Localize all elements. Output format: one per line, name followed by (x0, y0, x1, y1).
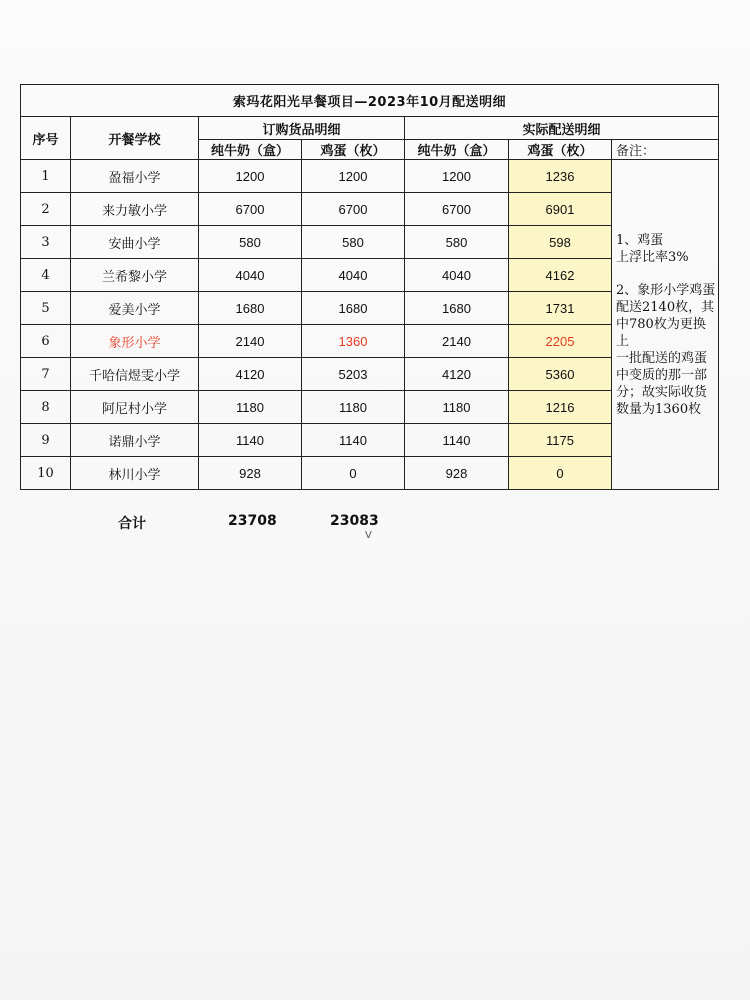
note-2-line: 数量为1360枚 (616, 401, 702, 417)
row-actual-egg: 0 (509, 457, 612, 490)
note-2-line: 分；故实际收货 (616, 384, 708, 400)
row-school: 爱美小学 (71, 292, 199, 325)
row-actual-milk: 580 (405, 226, 509, 259)
note-2-line: 中780枚为更换上 (616, 316, 706, 349)
row-actual-egg: 2205 (509, 325, 612, 358)
row-order-milk: 1140 (199, 424, 302, 457)
row-seq: 2 (21, 193, 71, 226)
note-1-line-1: 1、鸡蛋 (616, 232, 664, 248)
row-actual-milk: 4040 (405, 259, 509, 292)
row-seq: 8 (21, 391, 71, 424)
row-actual-milk: 1680 (405, 292, 509, 325)
row-actual-milk: 1180 (405, 391, 509, 424)
totals-milk: 23708 (228, 513, 277, 529)
header-actual-group: 实际配送明细 (405, 117, 719, 140)
header-actual-milk: 纯牛奶（盒） (405, 140, 509, 160)
row-actual-milk: 1200 (405, 160, 509, 193)
notes-cell (612, 160, 719, 490)
row-order-egg: 5203 (302, 358, 405, 391)
row-seq: 9 (21, 424, 71, 457)
header-seq: 序号 (21, 117, 71, 160)
row-order-egg: 1140 (302, 424, 405, 457)
row-school: 千哈信煜雯小学 (71, 358, 199, 391)
row-order-egg: 1360 (302, 325, 405, 358)
row-order-milk: 580 (199, 226, 302, 259)
row-order-milk: 1680 (199, 292, 302, 325)
row-actual-milk: 1140 (405, 424, 509, 457)
row-actual-egg: 4162 (509, 259, 612, 292)
row-school: 安曲小学 (71, 226, 199, 259)
header-school: 开餐学校 (71, 117, 199, 160)
row-order-milk: 1200 (199, 160, 302, 193)
row-school: 林川小学 (71, 457, 199, 490)
row-order-egg: 6700 (302, 193, 405, 226)
row-order-egg: 1200 (302, 160, 405, 193)
row-seq: 7 (21, 358, 71, 391)
note-2-line: 中变质的那一部 (616, 367, 708, 383)
row-order-milk: 2140 (199, 325, 302, 358)
note-gap (616, 266, 716, 282)
header-actual-egg: 鸡蛋（枚） (509, 140, 612, 160)
row-school: 阿尼村小学 (71, 391, 199, 424)
row-order-milk: 928 (199, 457, 302, 490)
row-seq: 5 (21, 292, 71, 325)
row-seq: 1 (21, 160, 71, 193)
row-order-egg: 0 (302, 457, 405, 490)
row-seq: 10 (21, 457, 71, 490)
table-row (21, 160, 719, 193)
row-school: 盈福小学 (71, 160, 199, 193)
row-order-milk: 4120 (199, 358, 302, 391)
row-actual-egg: 1216 (509, 391, 612, 424)
row-actual-milk: 928 (405, 457, 509, 490)
header-order-milk: 纯牛奶（盒） (199, 140, 302, 160)
note-2-line: 一批配送的鸡蛋 (616, 350, 708, 366)
row-actual-milk: 6700 (405, 193, 509, 226)
row-order-egg: 4040 (302, 259, 405, 292)
row-school: 象形小学 (71, 325, 199, 358)
row-actual-egg: 6901 (509, 193, 612, 226)
totals-egg: 23083 (330, 513, 379, 529)
note-1-line-2: 上浮比率3% (616, 249, 689, 265)
row-order-milk: 4040 (199, 259, 302, 292)
row-actual-egg: 1731 (509, 292, 612, 325)
row-actual-milk: 4120 (405, 358, 509, 391)
header-notes: 备注： (612, 140, 719, 160)
row-order-egg: 1680 (302, 292, 405, 325)
row-order-egg: 580 (302, 226, 405, 259)
check-mark: V (365, 530, 372, 541)
row-actual-egg: 5360 (509, 358, 612, 391)
table-title: 索玛花阳光早餐项目—2023年10月配送明细 (21, 85, 719, 117)
row-school: 兰希黎小学 (71, 259, 199, 292)
row-order-egg: 1180 (302, 391, 405, 424)
row-actual-egg: 598 (509, 226, 612, 259)
row-seq: 6 (21, 325, 71, 358)
row-school: 诺鼎小学 (71, 424, 199, 457)
header-order-egg: 鸡蛋（枚） (302, 140, 405, 160)
row-actual-egg: 1236 (509, 160, 612, 193)
row-order-milk: 1180 (199, 391, 302, 424)
delivery-table (20, 84, 719, 490)
header-ordered-group: 订购货品明细 (199, 117, 405, 140)
totals-row (0, 513, 750, 543)
totals-label: 合计 (118, 516, 146, 532)
row-order-milk: 6700 (199, 193, 302, 226)
row-seq: 3 (21, 226, 71, 259)
row-school: 来力敏小学 (71, 193, 199, 226)
note-2-line: 2、象形小学鸡蛋 (616, 282, 716, 298)
row-seq: 4 (21, 259, 71, 292)
row-actual-egg: 1175 (509, 424, 612, 457)
note-2-line: 配送2140枚，其 (616, 299, 715, 315)
row-actual-milk: 2140 (405, 325, 509, 358)
